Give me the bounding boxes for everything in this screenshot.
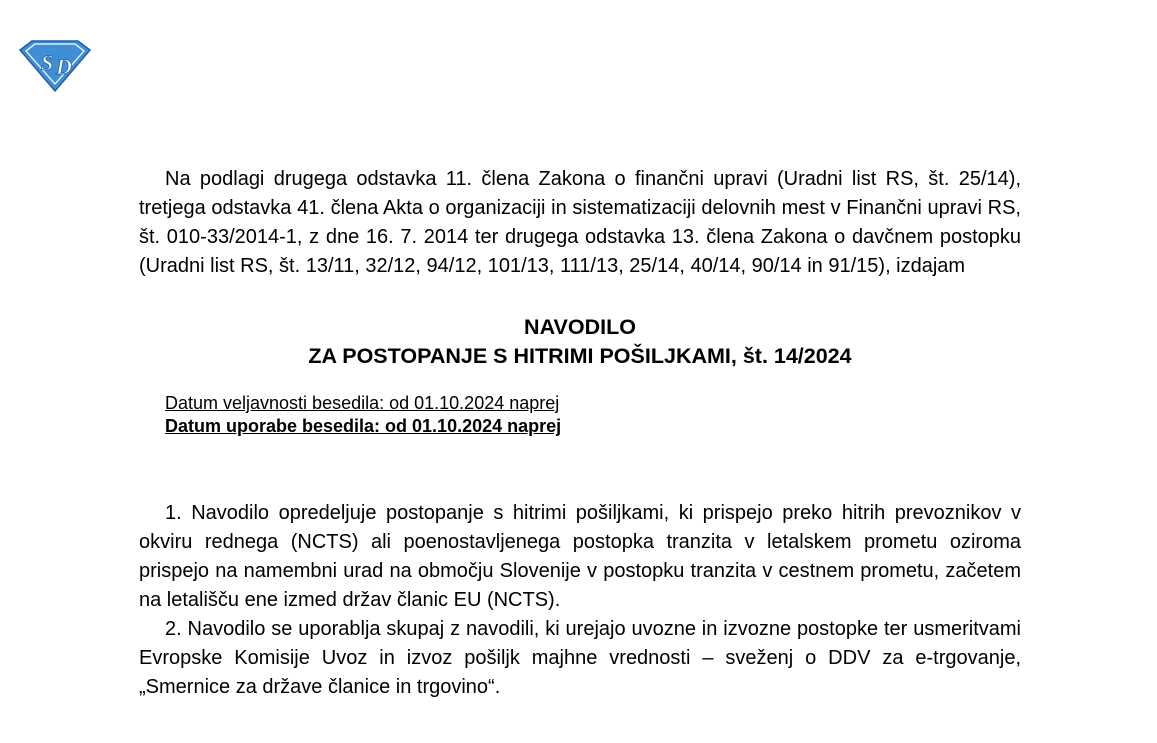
validity-date: Datum veljavnosti besedila: od 01.10.2024 naprej: [165, 393, 560, 413]
item-2: 2. Navodilo se uporablja skupaj z navodili, ki urejajo uvozne in izvozne postopke ter usmeritvami Evropske Komisije Uvoz in izvoz pošiljk majhne vrednosti – sveženj o DDV za e-trgovanje, „Smernice za države članice in trgovino“.: [139, 618, 1021, 698]
title-line-1: NAVODILO: [524, 315, 636, 339]
dates-block: [165, 392, 1021, 438]
title-line-2: ZA POSTOPANJE S HITRIMI POŠILJKAMI, št. 14/2024: [308, 344, 852, 368]
document-title: [139, 313, 1021, 371]
svg-text:D: D: [56, 54, 72, 79]
svg-text:S: S: [41, 50, 54, 75]
sd-logo-icon: [18, 38, 92, 94]
item-1: 1. Navodilo opredeljuje postopanje s hitrimi pošiljkami, ki prispejo preko hitrih prevoznikov v okviru rednega (NCTS) ali poenostavljenega postopka tranzita v letalskem prometu oziroma prispejo na namembni urad na območju Slovenije v postopku tranzita v cestnem prometu, začetem na letališču ene izmed držav članic EU (NCTS).: [139, 502, 1021, 611]
document-body: [139, 165, 1021, 702]
usage-date: Datum uporabe besedila: od 01.10.2024 naprej: [165, 416, 562, 436]
numbered-items: [139, 499, 1021, 702]
intro-paragraph: Na podlagi drugega odstavka 11. člena Zakona o finančni upravi (Uradni list RS, št. 25/14), tretjega odstavka 41. člena Akta o organizaciji in sistematizaciji delovnih mest v Finančni upravi RS, št. 010-33/2014-1, z dne 16. 7. 2014 ter drugega odstavka 13. člena Zakona o davčnem postopku (Uradni list RS, št. 13/11, 32/12, 94/12, 101/13, 111/13, 25/14, 40/14, 90/14 in 91/15), izdajam: [139, 168, 1021, 277]
